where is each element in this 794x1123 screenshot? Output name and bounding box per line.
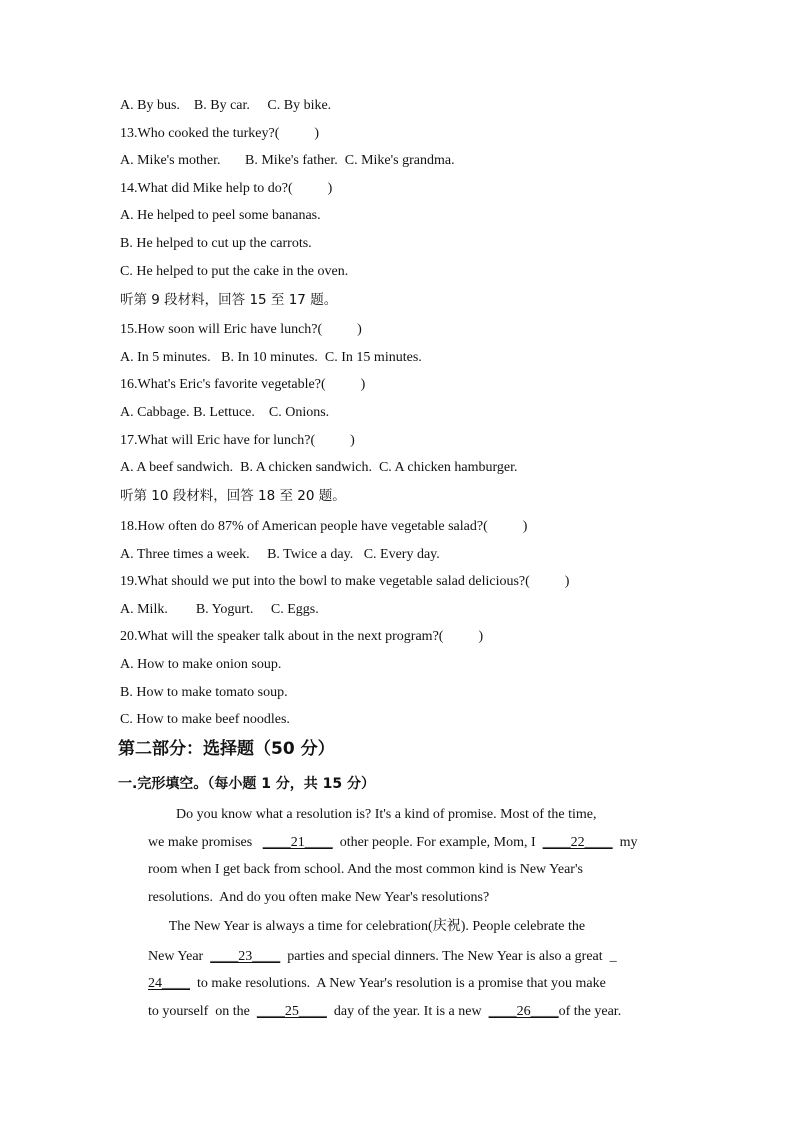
q19-question: 19.What should we put into the bowl to make vegetable salad delicious?( ) [120, 574, 570, 589]
passage-line-3: room when I get back from school. And the most common kind is New Year's [148, 862, 583, 877]
passage-line-6: New Year ____23____ parties and special dinners. The New Year is also a great _ [148, 949, 617, 964]
q13-question: 13.Who cooked the turkey?( ) [120, 126, 320, 141]
q14-option-b: B. He helped to cut up the carrots. [120, 236, 312, 251]
passage-line-5: The New Year is always a time for celebration(庆祝). People celebrate the [148, 919, 586, 934]
passage-line-1: Do you know what a resolution is? It's a kind of promise. Most of the time, [148, 807, 597, 822]
q18-question: 18.How often do 87% of American people have vegetable salad?( ) [120, 519, 528, 534]
blank-25: ____25____ [256, 1004, 327, 1019]
passage-line-2: we make promises ____21____ other people. For example, Mom, I ____22____ my [148, 835, 638, 850]
section-10-instruction: 听第 10 段材料，回答 18 至 20 题。 [120, 488, 346, 504]
blank-24: 24____ [148, 976, 190, 991]
q13-options: A. Mike's mother. B. Mike's father. C. Mike's grandma. [120, 153, 455, 168]
q20-question: 20.What will the speaker talk about in the next program?( ) [120, 629, 484, 644]
q20-option-a: A. How to make onion soup. [120, 657, 282, 672]
passage-line-8: to yourself on the ____25____ day of the year. It is a new ____26____of the year. [148, 1004, 622, 1019]
passage-line-7: 24____ to make resolutions. A New Year's resolution is a promise that you make [148, 976, 606, 991]
cloze-title: 一.完形填空。（每小题 1 分，共 15 分） [118, 776, 376, 792]
q17-options: A. A beef sandwich. B. A chicken sandwich. C. A chicken hamburger. [120, 460, 518, 475]
q16-options: A. Cabbage. B. Lettuce. C. Onions. [120, 405, 330, 420]
q20-option-c: C. How to make beef noodles. [120, 712, 290, 727]
q14-option-a: A. He helped to peel some bananas. [120, 208, 321, 223]
q19-options: A. Milk. B. Yogurt. C. Eggs. [120, 602, 319, 617]
q14-question: 14.What did Mike help to do?( ) [120, 181, 333, 196]
q12-options: A. By bus. B. By car. C. By bike. [120, 98, 332, 113]
section-9-instruction: 听第 9 段材料，回答 15 至 17 题。 [120, 292, 338, 308]
blank-21: ____21____ [262, 835, 333, 850]
q20-option-b: B. How to make tomato soup. [120, 685, 288, 700]
blank-23: ____23____ [210, 949, 281, 964]
q17-question: 17.What will Eric have for lunch?( ) [120, 433, 355, 448]
q16-question: 16.What's Eric's favorite vegetable?( ) [120, 377, 366, 392]
q18-options: A. Three times a week. B. Twice a day. C. Every day. [120, 547, 440, 562]
blank-26: ____26____ [488, 1004, 559, 1019]
q14-option-c: C. He helped to put the cake in the oven. [120, 264, 349, 279]
part2-title: 第二部分：选择题（50 分） [118, 739, 335, 759]
q15-options: A. In 5 minutes. B. In 10 minutes. C. In 15 minutes. [120, 350, 422, 365]
q15-question: 15.How soon will Eric have lunch?( ) [120, 322, 362, 337]
passage-line-4: resolutions. And do you often make New Year's resolutions? [148, 890, 490, 905]
blank-22: ____22____ [542, 835, 613, 850]
